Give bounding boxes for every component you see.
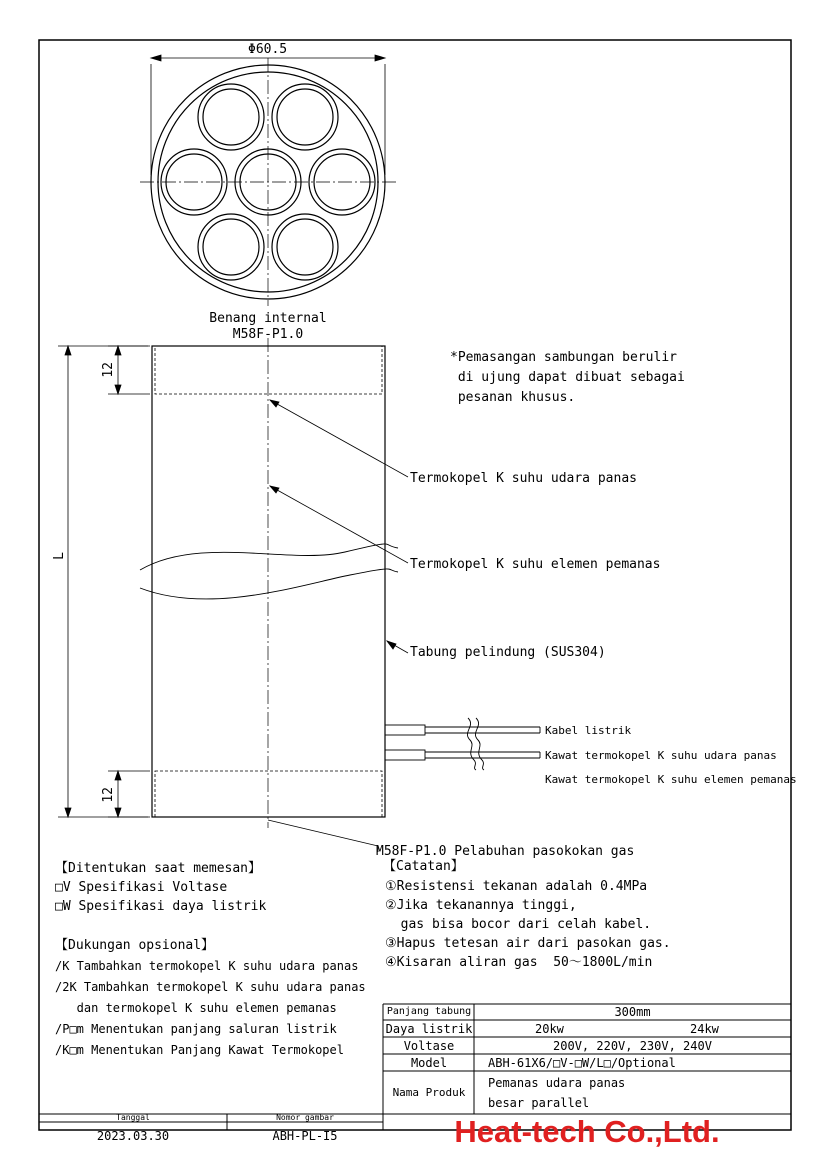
table-label-model: Model	[410, 1056, 448, 1070]
option-item-4: /P□m Menentukan panjang saluran listrik	[55, 1022, 337, 1036]
table-value-power-2: 24kw	[690, 1022, 719, 1036]
option-item-2: /2K Tambahkan termokopel K suhu udara panas	[55, 980, 366, 994]
table-value-model: ABH-61X6/□V-□W/L□/Optional	[488, 1056, 676, 1070]
callout-thermo-element: Termokopel K suhu elemen pemanas	[410, 557, 661, 572]
top-view-centerlines	[140, 58, 396, 306]
note-item-4: ③Hapus tetesan air dari pasokan gas.	[385, 936, 671, 951]
order-spec-title: 【Ditentukan saat memesan】	[55, 861, 262, 876]
callout-tube: Tabung pelindung (SUS304)	[410, 645, 606, 660]
cable-thermo-element-label: Kawat termokopel K suhu elemen pemanas	[545, 773, 797, 786]
table-label-product: Nama Produk	[392, 1086, 466, 1099]
dim-length-L: L	[52, 552, 67, 560]
internal-threads	[155, 346, 382, 817]
note-item-2: ②Jika tekanannya tinggi,	[385, 898, 577, 913]
drawing-number-value: ABH-PL-I5	[272, 1129, 338, 1143]
break-lines	[140, 544, 398, 599]
cable-power-label: Kabel listrik	[545, 724, 632, 737]
callout-thermo-air: Termokopel K suhu udara panas	[410, 471, 637, 486]
side-view-body	[152, 346, 385, 817]
diameter-label: Φ60.5	[248, 42, 288, 57]
thread-label-1: Benang internal	[209, 311, 327, 326]
custom-note-line-3: pesanan khusus.	[450, 390, 576, 405]
table-value-product-1: Pemanas udara panas	[488, 1076, 626, 1090]
drawing-number-label: Nomor gambar	[276, 1113, 334, 1122]
table-label-length: Panjang tabung	[386, 1006, 472, 1017]
option-item-5: /K□m Menentukan Panjang Kawat Termokopel	[55, 1043, 344, 1057]
note-item-1: ①Resistensi tekanan adalah 0.4MPa	[385, 879, 648, 894]
table-label-power: Daya listrik	[385, 1022, 473, 1036]
date-value: 2023.03.30	[96, 1129, 170, 1143]
table-value-length: 300mm	[614, 1005, 651, 1019]
date-label: Tanggal	[116, 1113, 150, 1122]
cables	[385, 718, 540, 770]
order-spec-item-1: □V Spesifikasi Voltase	[55, 880, 228, 895]
leader-lines	[268, 400, 408, 852]
dim-top-12: 12	[101, 362, 116, 378]
custom-note-line-1: *Pemasangan sambungan berulir	[450, 350, 677, 365]
outlet-label: M58F-P1.0 Pelabuhan pasokokan gas	[376, 844, 635, 859]
dim-bottom-12: 12	[101, 787, 116, 803]
option-item-3: dan termokopel K suhu elemen pemanas	[55, 1001, 337, 1015]
custom-note-line-2: di ujung dapat dibuat sebagai	[450, 370, 685, 385]
order-spec-item-2: □W Spesifikasi daya listrik	[55, 899, 267, 914]
table-value-voltage: 200V, 220V, 230V, 240V	[553, 1039, 712, 1053]
cable-thermo-air-label: Kawat termokopel K suhu udara panas	[545, 749, 777, 762]
table-value-power-1: 20kw	[535, 1022, 564, 1036]
options-title: 【Dukungan opsional】	[55, 938, 215, 953]
table-value-product-2: besar parallel	[488, 1096, 590, 1110]
notes-title: 【Catatan】	[383, 859, 464, 874]
option-item-1: /K Tambahkan termokopel K suhu udara panas	[55, 959, 359, 973]
thread-label-2: M58F-P1.0	[232, 327, 304, 342]
side-dimensions	[58, 346, 150, 817]
note-item-5: ④Kisaran aliran gas 50〜1800L/min	[385, 955, 653, 970]
note-item-3: gas bisa bocor dari celah kabel.	[385, 917, 652, 932]
company-logo: Heat-tech Co.,Ltd.	[454, 1114, 720, 1149]
table-label-voltage: Voltase	[403, 1039, 455, 1053]
